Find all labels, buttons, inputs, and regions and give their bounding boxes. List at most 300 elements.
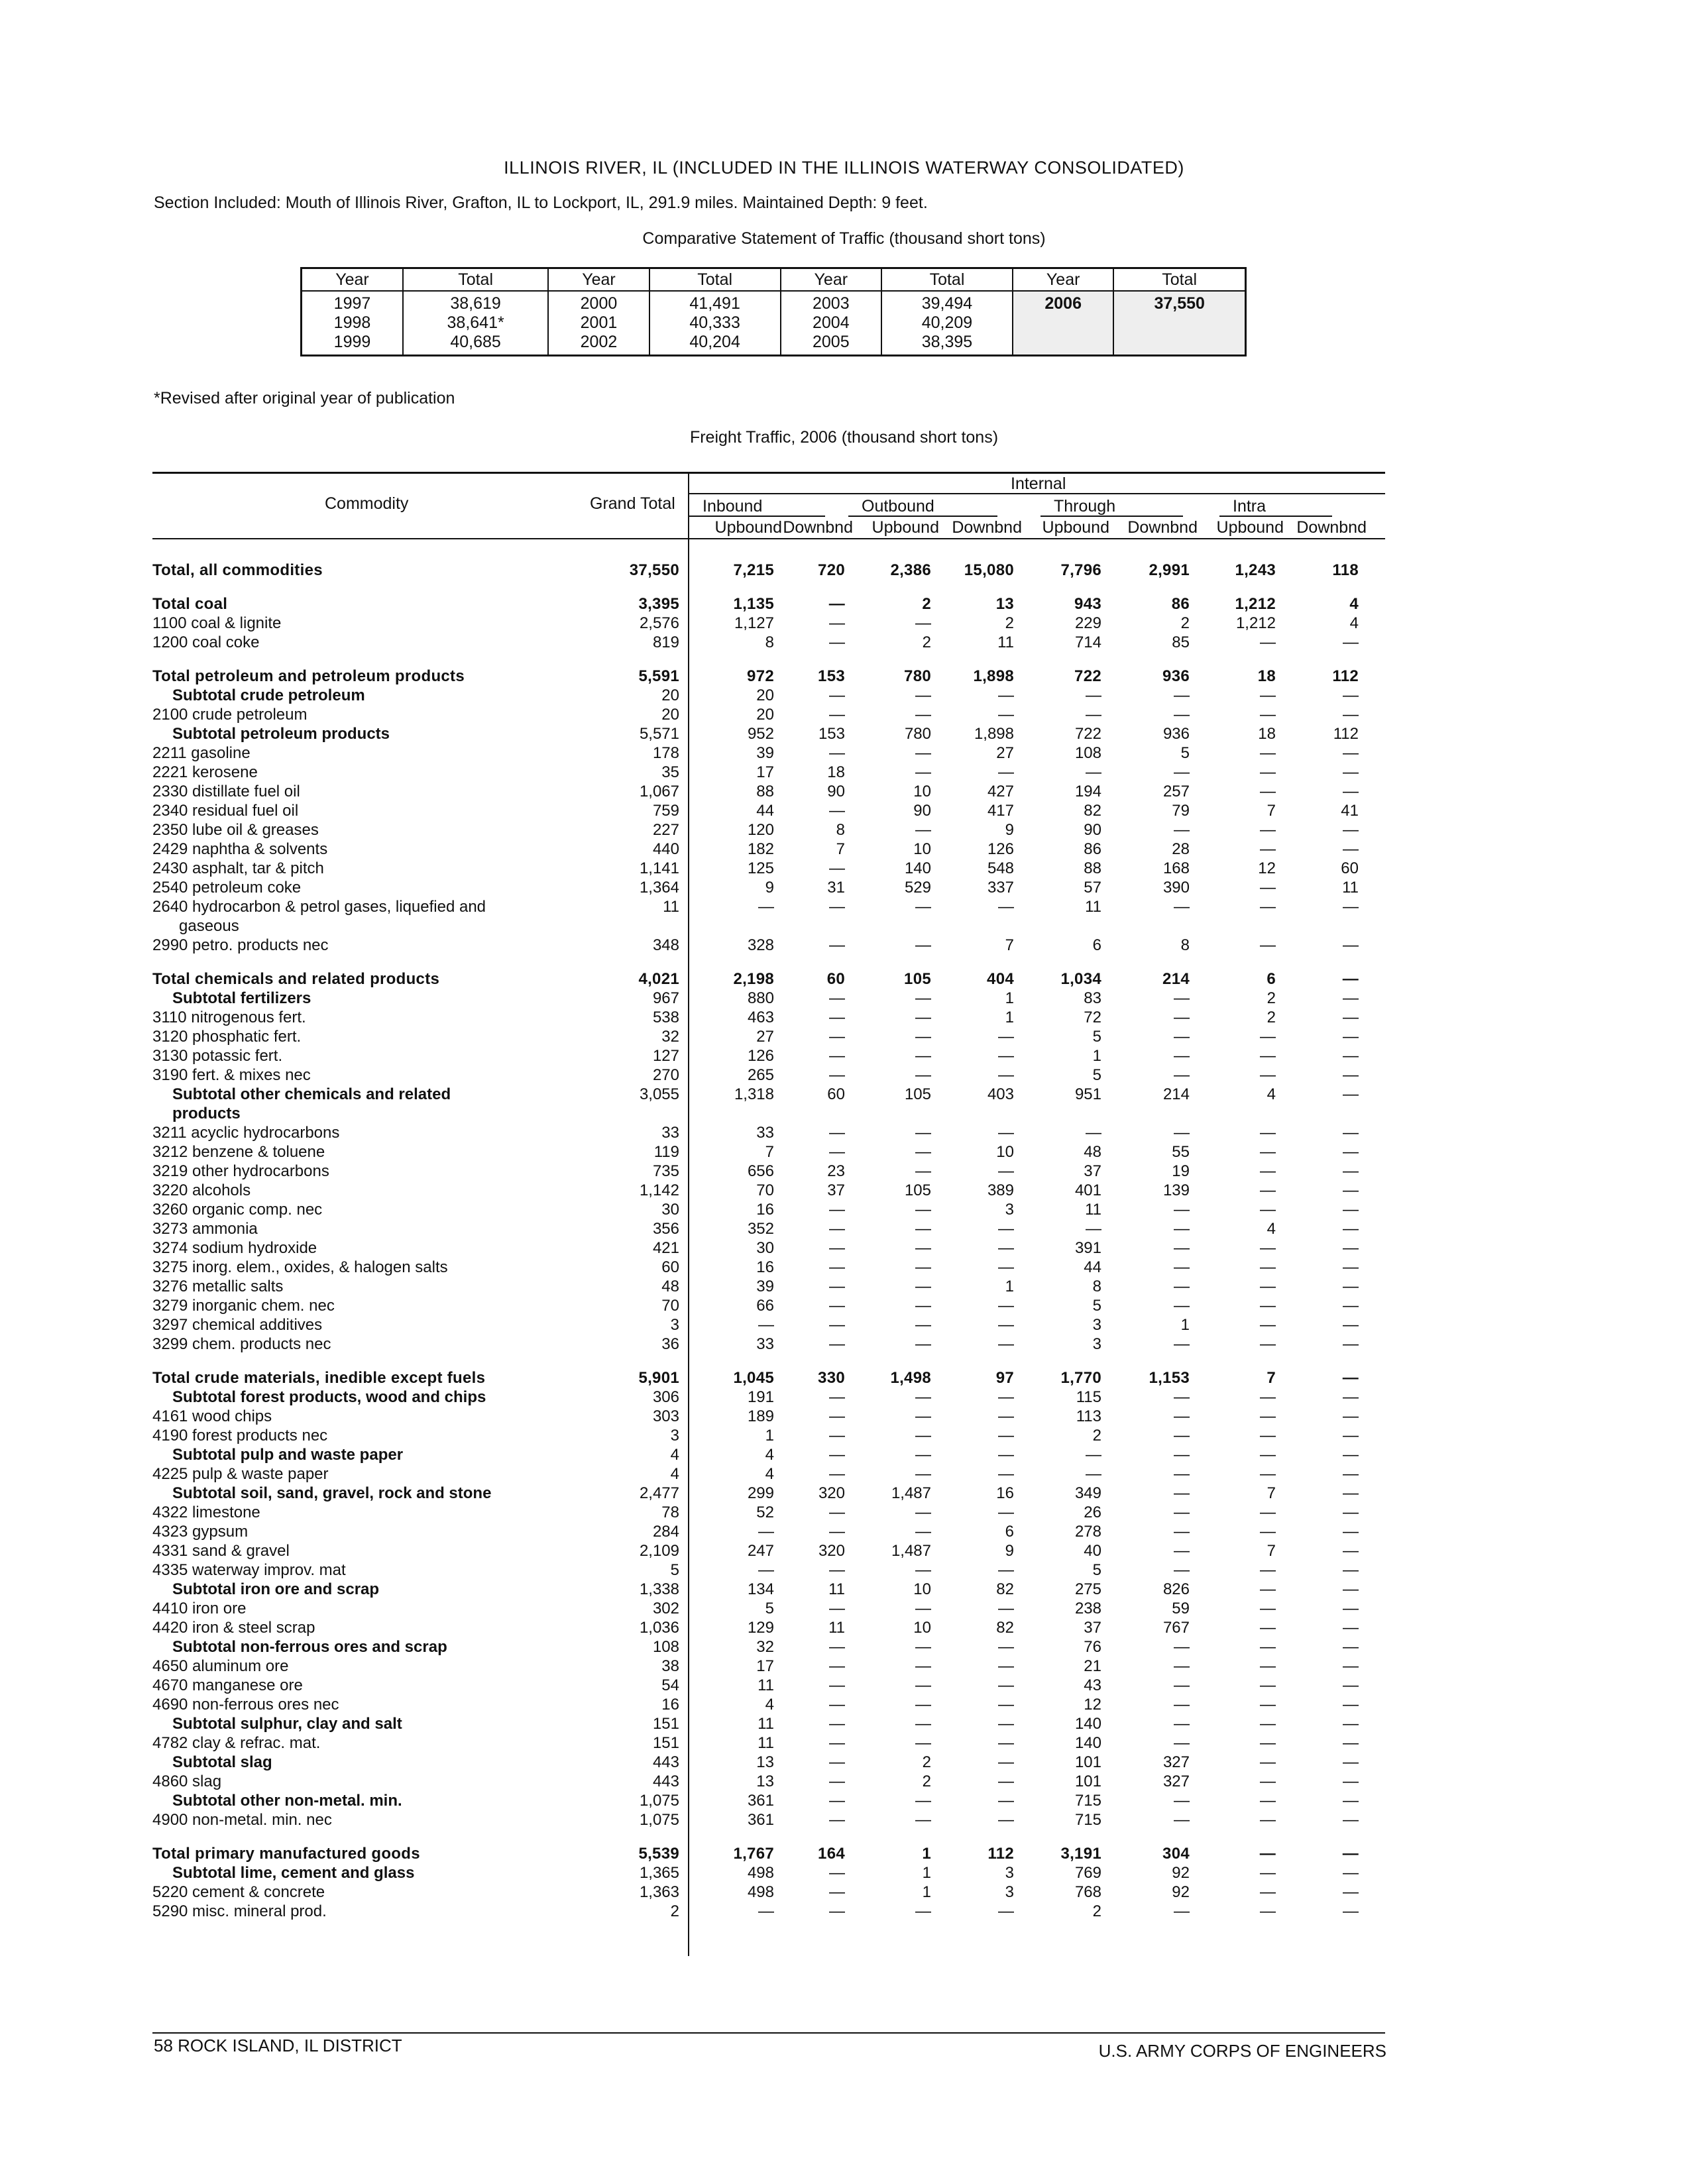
traffic-cell: 7	[1266, 1369, 1276, 1387]
traffic-cell: —	[998, 1696, 1014, 1714]
commodity-label: Subtotal crude petroleum	[172, 686, 365, 704]
traffic-cell: 189	[747, 1407, 774, 1425]
traffic-cell: —	[1174, 1066, 1190, 1084]
grand-total-cell: 1,364	[639, 879, 679, 897]
traffic-cell: —	[998, 1638, 1014, 1656]
grand-total-cell: 1,036	[639, 1619, 679, 1637]
traffic-cell: 361	[747, 1811, 774, 1829]
traffic-cell: —	[1260, 1753, 1276, 1771]
traffic-cell: 9	[1005, 821, 1014, 839]
traffic-cell: 214	[1162, 970, 1190, 988]
traffic-cell: 214	[1162, 1085, 1190, 1103]
traffic-cell: 118	[1332, 561, 1359, 579]
traffic-cell: —	[1174, 1446, 1190, 1464]
grand-total-cell: 1,075	[639, 1792, 679, 1810]
traffic-cell: 41	[1341, 802, 1359, 820]
traffic-cell: 327	[1162, 1753, 1190, 1771]
traffic-cell: 7,215	[733, 561, 774, 579]
traffic-cell: 113	[1076, 1407, 1101, 1425]
traffic-cell: —	[1174, 686, 1190, 704]
traffic-cell: 11	[1085, 1201, 1101, 1219]
grand-total-cell: 443	[652, 1773, 679, 1790]
traffic-cell: —	[1260, 1335, 1276, 1353]
traffic-cell: —	[829, 802, 845, 820]
traffic-cell: 6	[1092, 936, 1101, 954]
traffic-cell: 257	[1162, 783, 1190, 800]
grand-total-cell: 54	[661, 1676, 679, 1694]
traffic-cell: —	[1343, 1864, 1359, 1882]
subtotal-row	[152, 1085, 1398, 1104]
traffic-cell: —	[1086, 1220, 1101, 1238]
commodity-label: 3120 phosphatic fert.	[152, 1028, 302, 1046]
commodity-label: 2350 lube oil & greases	[152, 821, 319, 839]
subtotal-row	[152, 1104, 1398, 1123]
year-value: 2006	[1044, 294, 1082, 313]
grand-total-cell: 3	[670, 1316, 679, 1334]
traffic-cell: —	[1260, 633, 1276, 651]
table-row	[152, 763, 1398, 782]
traffic-cell: —	[829, 1864, 845, 1882]
table-row	[152, 743, 1398, 763]
traffic-cell: —	[1260, 1696, 1276, 1714]
table-row	[152, 936, 1398, 955]
table-row	[152, 1560, 1398, 1580]
commodity-label: Total crude materials, inedible except fuels	[152, 1369, 486, 1387]
traffic-cell: —	[998, 1028, 1014, 1046]
commodity-label: 4900 non-metal. min. nec	[152, 1811, 332, 1829]
traffic-cell: —	[829, 706, 845, 724]
grand-total-cell: 2,477	[639, 1484, 679, 1502]
traffic-cell: —	[1174, 898, 1190, 916]
traffic-cell: 153	[818, 667, 845, 685]
grand-total-cell: 443	[652, 1753, 679, 1771]
traffic-cell: —	[829, 1446, 845, 1464]
traffic-cell: —	[1174, 1258, 1190, 1276]
total-column-header: Total	[881, 268, 1013, 292]
traffic-cell: 3,191	[1060, 1845, 1101, 1863]
traffic-cell: 90	[913, 802, 931, 820]
traffic-cell: —	[1343, 1484, 1359, 1502]
traffic-cell: —	[1343, 936, 1359, 954]
total-value: 37,550	[1154, 294, 1205, 313]
traffic-cell: —	[829, 1124, 845, 1142]
traffic-cell: —	[1086, 1465, 1101, 1483]
commodity-label: 2340 residual fuel oil	[152, 802, 299, 820]
traffic-cell: 1,153	[1149, 1369, 1190, 1387]
commodity-label: 1200 coal coke	[152, 633, 260, 651]
traffic-cell: 2	[922, 1773, 931, 1790]
traffic-cell: —	[829, 1047, 845, 1065]
traffic-cell: —	[829, 1715, 845, 1733]
commodity-label: gaseous	[179, 917, 239, 935]
traffic-cell: —	[1343, 1465, 1359, 1483]
traffic-cell: —	[1260, 879, 1276, 897]
subtotal-row	[152, 724, 1398, 743]
grand-total-cell: 4	[670, 1446, 679, 1464]
traffic-cell: 715	[1074, 1811, 1101, 1829]
traffic-cell: —	[1343, 1316, 1359, 1334]
total-column-header: Total	[1113, 268, 1245, 292]
traffic-cell: —	[829, 1407, 845, 1425]
traffic-cell: —	[1174, 1676, 1190, 1694]
commodity-label: 1100 coal & lignite	[152, 614, 282, 632]
traffic-cell: 82	[1084, 802, 1101, 820]
traffic-cell: 11	[997, 633, 1014, 651]
traffic-cell: —	[829, 1883, 845, 1901]
grand-total-cell: 1,067	[639, 783, 679, 800]
traffic-cell: —	[1260, 1258, 1276, 1276]
traffic-cell: 105	[904, 1085, 931, 1103]
year-column-header: Year	[781, 268, 881, 292]
traffic-cell: —	[1260, 1811, 1276, 1829]
traffic-cell: 16	[996, 1484, 1014, 1502]
traffic-cell: —	[829, 1297, 845, 1315]
traffic-cell: 18	[1257, 667, 1276, 685]
traffic-cell: 20	[756, 686, 774, 704]
traffic-cell: —	[829, 1503, 845, 1521]
traffic-cell: 11	[1342, 879, 1359, 897]
traffic-cell: 44	[756, 802, 774, 820]
traffic-cell: 7,796	[1060, 561, 1101, 579]
traffic-cell: 656	[747, 1162, 774, 1180]
grand-total-cell: 5,591	[638, 667, 679, 685]
table-row	[152, 1181, 1398, 1200]
grand-total-cell: 108	[652, 1638, 679, 1656]
traffic-cell: 11	[828, 1619, 845, 1637]
traffic-cell: —	[998, 1446, 1014, 1464]
traffic-cell: 880	[747, 989, 774, 1007]
traffic-cell: 769	[1074, 1864, 1101, 1882]
table-row	[152, 1046, 1398, 1065]
traffic-cell: —	[1174, 706, 1190, 724]
traffic-cell: —	[829, 859, 845, 877]
traffic-cell: 21	[1084, 1657, 1101, 1675]
traffic-cell: 10	[913, 783, 931, 800]
traffic-cell: 140	[904, 859, 931, 877]
traffic-cell: 1	[1005, 1009, 1014, 1026]
traffic-cell: —	[915, 1638, 931, 1656]
traffic-cell: 52	[756, 1503, 774, 1521]
total-row	[152, 1368, 1398, 1388]
traffic-cell: —	[829, 1465, 845, 1483]
commodity-label: Subtotal fertilizers	[172, 989, 311, 1007]
footnote: *Revised after original year of publication	[154, 389, 455, 408]
traffic-cell: —	[1260, 686, 1276, 704]
traffic-cell: 7	[1266, 1542, 1276, 1560]
traffic-cell: —	[1343, 686, 1359, 704]
traffic-cell: 86	[1084, 840, 1101, 858]
traffic-cell: —	[1260, 840, 1276, 858]
traffic-cell: 28	[1172, 840, 1190, 858]
traffic-cell: 120	[747, 821, 774, 839]
traffic-cell: 936	[1162, 667, 1190, 685]
year-value: 2005	[813, 333, 850, 351]
traffic-cell: —	[1174, 1427, 1190, 1445]
traffic-cell: 2	[1266, 989, 1276, 1007]
table-row	[152, 1541, 1398, 1560]
traffic-cell: —	[1343, 1258, 1359, 1276]
traffic-cell: —	[915, 1388, 931, 1406]
commodity-label: Subtotal lime, cement and glass	[172, 1864, 415, 1882]
traffic-cell: —	[1260, 1503, 1276, 1521]
traffic-cell: —	[1343, 783, 1359, 800]
traffic-cell: 2,991	[1149, 561, 1190, 579]
traffic-cell: —	[1174, 1388, 1190, 1406]
year-cell	[302, 291, 403, 356]
table-row	[152, 1618, 1398, 1637]
traffic-cell: —	[1260, 1278, 1276, 1295]
traffic-cell: 1	[922, 1845, 931, 1863]
traffic-cell: 1,045	[733, 1369, 774, 1387]
traffic-cell: —	[1343, 1580, 1359, 1598]
traffic-cell: —	[998, 1220, 1014, 1238]
internal-rule	[689, 493, 1385, 494]
traffic-cell: —	[1260, 1124, 1276, 1142]
total-row	[152, 594, 1398, 614]
traffic-cell: —	[1343, 989, 1359, 1007]
traffic-cell: —	[829, 1143, 845, 1161]
commodity-label: 4161 wood chips	[152, 1407, 272, 1425]
traffic-cell: —	[1174, 1811, 1190, 1829]
traffic-cell: 498	[747, 1883, 774, 1901]
table-row	[152, 840, 1398, 859]
traffic-cell: 720	[818, 561, 845, 579]
traffic-cell: —	[1260, 936, 1276, 954]
traffic-cell: 105	[904, 970, 931, 988]
traffic-cell: 2,386	[890, 561, 931, 579]
grand-total-cell: 3,395	[638, 595, 679, 613]
traffic-cell: 3	[1005, 1201, 1014, 1219]
traffic-cell: —	[1343, 1427, 1359, 1445]
freight-table-body	[152, 561, 1398, 1921]
traffic-cell: —	[998, 1047, 1014, 1065]
commodity-label: 4860 slag	[152, 1773, 222, 1790]
traffic-cell: 5	[1092, 1561, 1101, 1579]
commodity-label: 4690 non-ferrous ores nec	[152, 1696, 339, 1714]
group-underline	[848, 516, 997, 517]
traffic-cell: 1,212	[1235, 595, 1276, 613]
traffic-cell: 82	[996, 1580, 1014, 1598]
traffic-cell: 229	[1074, 614, 1101, 632]
total-row	[152, 1844, 1398, 1863]
grand-total-cell: 440	[652, 840, 679, 858]
traffic-cell: —	[915, 1047, 931, 1065]
traffic-cell: —	[1260, 1047, 1276, 1065]
grand-total-cell: 1,338	[639, 1580, 679, 1598]
traffic-cell: 17	[756, 763, 774, 781]
traffic-cell: 33	[756, 1335, 774, 1353]
grand-total-cell: 127	[652, 1047, 679, 1065]
year-cell	[1013, 291, 1113, 356]
traffic-cell: 37	[1084, 1162, 1101, 1180]
table-row	[152, 1407, 1398, 1426]
traffic-cell: —	[1343, 1124, 1359, 1142]
year-column-header: Year	[302, 268, 403, 292]
traffic-cell: 79	[1172, 802, 1190, 820]
grand-total-cell: 36	[661, 1335, 679, 1353]
commodity-label: 3110 nitrogenous fert.	[152, 1009, 306, 1026]
traffic-cell: 88	[1084, 859, 1101, 877]
traffic-cell: —	[915, 1258, 931, 1276]
traffic-cell: —	[1343, 1753, 1359, 1771]
traffic-cell: —	[915, 821, 931, 839]
grand-total-cell: 270	[652, 1066, 679, 1084]
commodity-label: Total coal	[152, 595, 228, 613]
grand-total-cell: 4,021	[638, 970, 679, 988]
traffic-cell: —	[915, 614, 931, 632]
commodity-label: Total chemicals and related products	[152, 970, 440, 988]
traffic-cell: 164	[818, 1845, 845, 1863]
traffic-cell: —	[915, 1734, 931, 1752]
traffic-cell: —	[915, 1201, 931, 1219]
grand-total-cell: 70	[661, 1297, 679, 1315]
traffic-cell: —	[1174, 1028, 1190, 1046]
total-column-header: Total	[649, 268, 781, 292]
total-value: 40,333	[689, 313, 740, 332]
traffic-cell: 952	[747, 725, 774, 743]
traffic-cell: 6	[1005, 1523, 1014, 1541]
traffic-cell: —	[1174, 1407, 1190, 1425]
traffic-cell: —	[915, 1162, 931, 1180]
grand-total-cell: 20	[661, 706, 679, 724]
subtotal-row	[152, 1753, 1398, 1772]
commodity-label: products	[172, 1105, 241, 1122]
commodity-header: Commodity	[325, 494, 409, 513]
traffic-cell: —	[998, 1734, 1014, 1752]
traffic-cell: 11	[1085, 898, 1101, 916]
traffic-cell: 265	[747, 1066, 774, 1084]
commodity-label: 2540 petroleum coke	[152, 879, 302, 897]
traffic-cell: —	[758, 1561, 774, 1579]
traffic-cell: 17	[756, 1657, 774, 1675]
table-row	[152, 1219, 1398, 1238]
traffic-cell: 498	[747, 1864, 774, 1882]
traffic-cell: 7	[1266, 1484, 1276, 1502]
traffic-cell: 463	[747, 1009, 774, 1026]
traffic-cell: —	[1174, 1335, 1190, 1353]
traffic-cell: 11	[828, 1580, 845, 1598]
commodity-label: Subtotal forest products, wood and chips	[172, 1388, 486, 1406]
group-header-through: Through	[1054, 497, 1116, 516]
traffic-cell: —	[1343, 1047, 1359, 1065]
traffic-cell: 32	[756, 1638, 774, 1656]
traffic-cell: 8	[1180, 936, 1190, 954]
table-row	[152, 1315, 1398, 1335]
group-header-inbound: Inbound	[703, 497, 763, 516]
traffic-cell: —	[998, 1407, 1014, 1425]
year-value: 2003	[813, 294, 850, 313]
total-value: 38,395	[921, 333, 973, 351]
traffic-cell: 82	[996, 1619, 1014, 1637]
traffic-cell: —	[915, 1028, 931, 1046]
traffic-cell: —	[1174, 1220, 1190, 1238]
traffic-cell: —	[1343, 1734, 1359, 1752]
traffic-cell: —	[758, 1523, 774, 1541]
traffic-cell: 70	[756, 1181, 774, 1199]
traffic-cell: —	[1174, 1542, 1190, 1560]
traffic-cell: —	[1343, 1085, 1359, 1103]
table-row	[152, 705, 1398, 724]
traffic-cell: —	[1343, 1523, 1359, 1541]
commodity-label: 4190 forest products nec	[152, 1427, 328, 1445]
traffic-cell: 943	[1074, 595, 1101, 613]
traffic-cell: 105	[904, 1181, 931, 1199]
traffic-cell: 1	[922, 1883, 931, 1901]
traffic-cell: 4	[765, 1465, 774, 1483]
table-row	[152, 1883, 1398, 1902]
traffic-cell: —	[915, 1297, 931, 1315]
traffic-cell: 352	[747, 1220, 774, 1238]
traffic-cell: —	[829, 936, 845, 954]
total-row	[152, 969, 1398, 989]
traffic-cell: —	[1260, 1902, 1276, 1920]
traffic-cell: —	[998, 1715, 1014, 1733]
table-row	[152, 1123, 1398, 1142]
traffic-cell: —	[915, 763, 931, 781]
traffic-cell: —	[1343, 1811, 1359, 1829]
table-row	[152, 859, 1398, 878]
commodity-label: 3275 inorg. elem., oxides, & halogen salts	[152, 1258, 448, 1276]
traffic-cell: 2	[922, 1753, 931, 1771]
grand-total-cell: 819	[652, 633, 679, 651]
traffic-cell: 18	[827, 763, 845, 781]
grand-total-cell: 5	[670, 1561, 679, 1579]
traffic-cell: —	[998, 1465, 1014, 1483]
group-underline	[1219, 516, 1332, 517]
traffic-cell: 722	[1074, 725, 1101, 743]
commodity-label: 2211 gasoline	[152, 744, 251, 762]
traffic-cell: 8	[765, 633, 774, 651]
grand-total-cell: 3,055	[639, 1085, 679, 1103]
traffic-cell: —	[1343, 1239, 1359, 1257]
total-value: 40,204	[689, 333, 740, 351]
traffic-cell: —	[1174, 1047, 1190, 1065]
grand-total-cell: 20	[661, 686, 679, 704]
traffic-cell: 37	[827, 1181, 845, 1199]
traffic-cell: 40	[1084, 1542, 1101, 1560]
year-value: 2002	[580, 333, 618, 351]
traffic-cell: —	[998, 898, 1014, 916]
commodity-label: Total petroleum and petroleum products	[152, 667, 465, 685]
traffic-cell: 72	[1084, 1009, 1101, 1026]
traffic-cell: —	[915, 1465, 931, 1483]
traffic-cell: 936	[1162, 725, 1190, 743]
commodity-label: 4650 aluminum ore	[152, 1657, 289, 1675]
traffic-cell: —	[829, 1523, 845, 1541]
commodity-label: 3220 alcohols	[152, 1181, 251, 1199]
traffic-cell: —	[1260, 1316, 1276, 1334]
traffic-cell: 7	[836, 840, 845, 858]
traffic-cell: —	[1174, 1561, 1190, 1579]
total-cell	[1113, 291, 1245, 356]
traffic-cell: —	[1343, 1883, 1359, 1901]
traffic-cell: —	[1343, 1773, 1359, 1790]
grand-total-cell: 227	[652, 821, 679, 839]
traffic-cell: —	[1260, 1792, 1276, 1810]
traffic-cell: —	[1343, 1600, 1359, 1617]
traffic-cell: 60	[1341, 859, 1359, 877]
traffic-cell: —	[828, 595, 845, 613]
commodity-label: 4670 manganese ore	[152, 1676, 303, 1694]
traffic-cell: —	[998, 706, 1014, 724]
traffic-cell: 140	[1074, 1715, 1101, 1733]
traffic-cell: —	[829, 614, 845, 632]
commodity-label: 3219 other hydrocarbons	[152, 1162, 329, 1180]
commodity-label: 4323 gypsum	[152, 1523, 249, 1541]
group-underline	[689, 516, 825, 517]
traffic-cell: —	[998, 1902, 1014, 1920]
subtotal-row	[152, 1388, 1398, 1407]
